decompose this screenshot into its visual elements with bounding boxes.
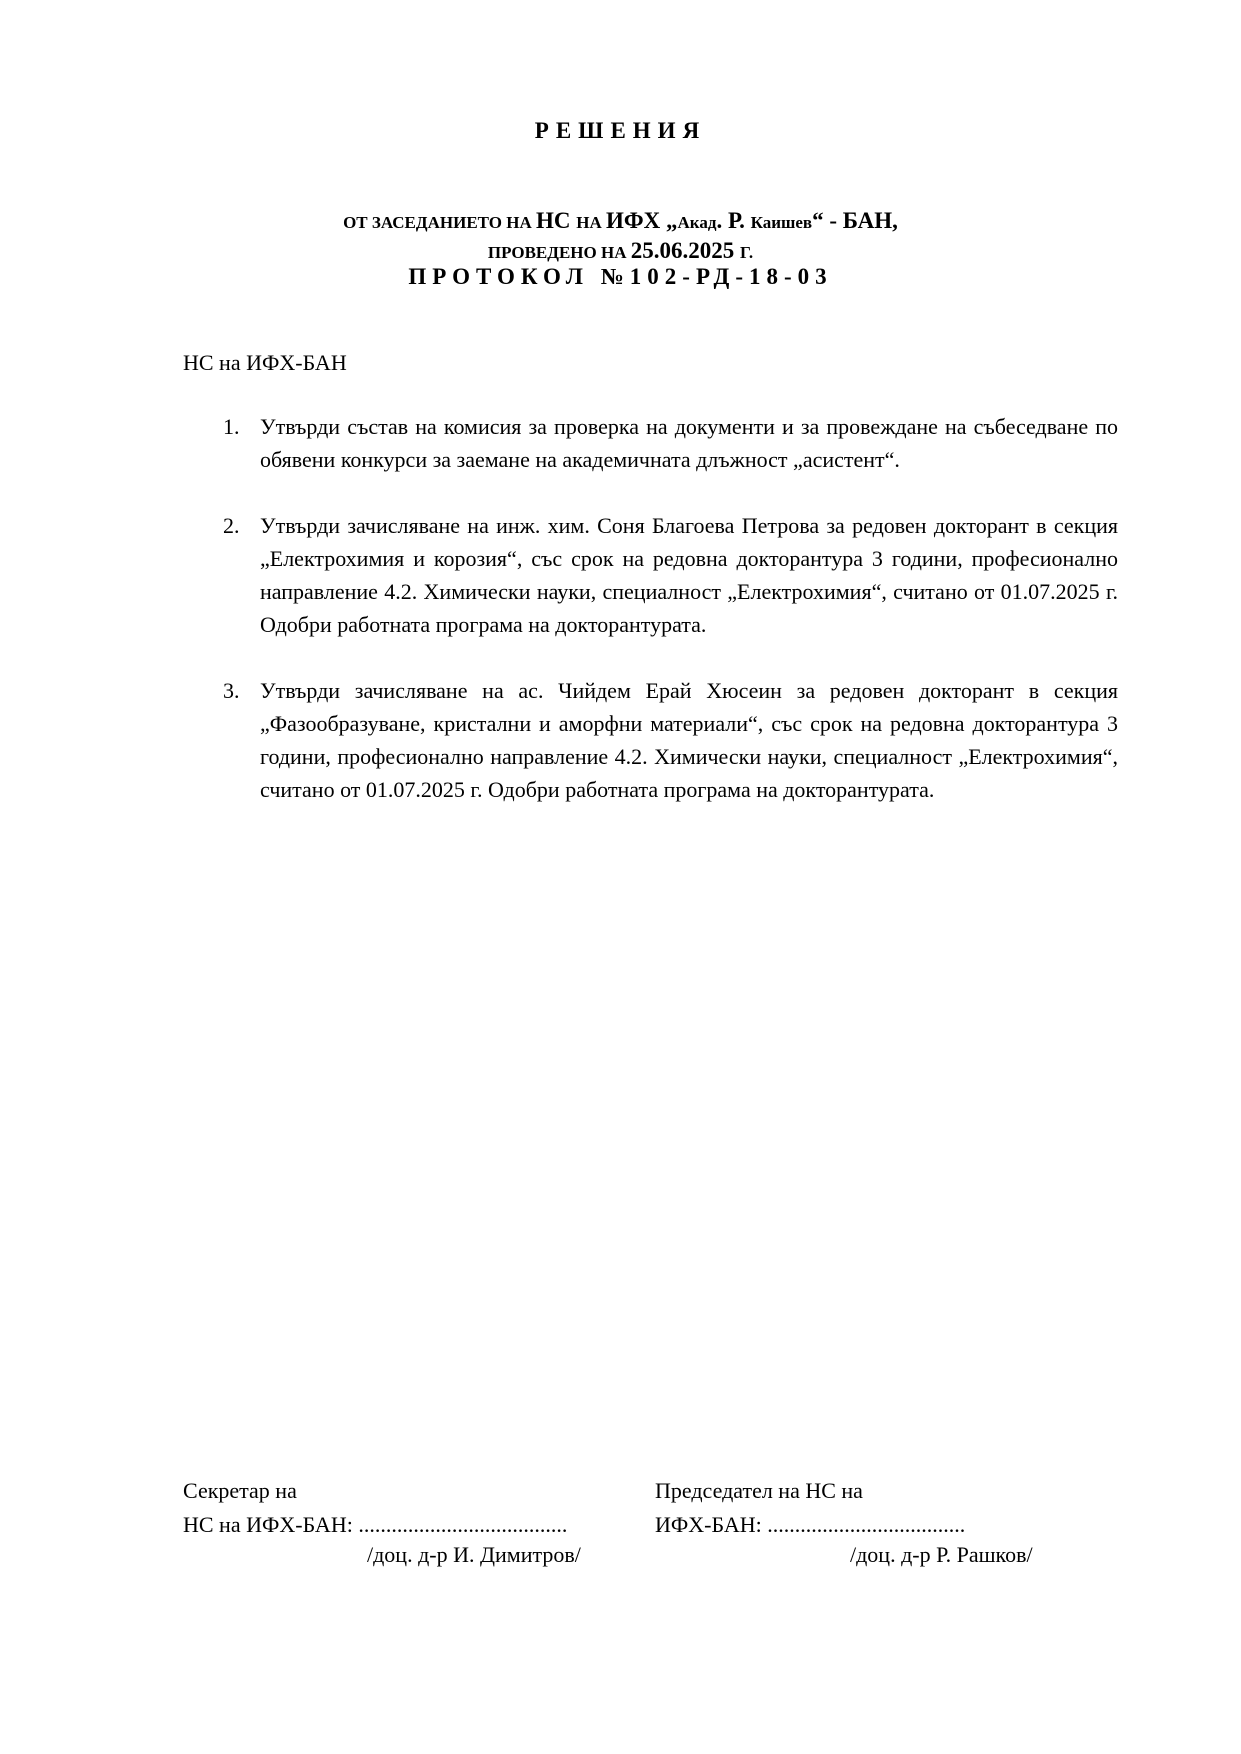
decisions-list bbox=[213, 410, 1118, 839]
decision-number: 1. bbox=[223, 414, 240, 439]
protocol-number: ПРОТОКОЛ №102-РД-18-03 bbox=[408, 264, 833, 289]
secretary-signature-line: НС на ИФХ-БАН: ...................................... bbox=[183, 1512, 568, 1537]
decision-number: 2. bbox=[223, 513, 240, 538]
header-part: . Р. bbox=[716, 208, 751, 233]
header-part: ПРОВЕДЕНО НА bbox=[487, 243, 631, 262]
document-title: РЕШЕНИЯ bbox=[534, 118, 707, 143]
chairman-name: /доц. д-р Р. Рашков/ bbox=[850, 1542, 1033, 1567]
secretary-name: /доц. д-р И. Димитров/ bbox=[367, 1542, 581, 1567]
chairman-signature-block bbox=[655, 1474, 1125, 1542]
header-part: Г. bbox=[739, 243, 754, 262]
intro-text: НС на ИФХ-БАН bbox=[183, 350, 347, 375]
chairman-signature-line: ИФХ-БАН: .................................... bbox=[655, 1512, 966, 1537]
header-meeting-line bbox=[0, 207, 1241, 237]
secretary-signature-block bbox=[183, 1474, 653, 1542]
header-part: 25.06.2025 bbox=[630, 238, 740, 263]
decision-text: Утвърди зачисляване на инж. хим. Соня Благоева Петрова за редовен докторант в секция „Електрохимия и корозия“, със срок на редовна докторантура 3 години, професионално направление 4.2. Химически науки, специалност „Електрохимия“, считано от 01.07.2025 г. Одобри работната програма на докторантурата. bbox=[260, 513, 1118, 637]
header-part: Акад bbox=[677, 213, 717, 232]
header-part: ИФХ „ bbox=[606, 208, 678, 233]
chairman-title: Председател на НС на bbox=[655, 1478, 863, 1503]
decision-number: 3. bbox=[223, 678, 240, 703]
decision-item bbox=[213, 509, 1118, 641]
header-part: НА bbox=[576, 213, 606, 232]
header-part: “ - БАН, bbox=[812, 208, 898, 233]
secretary-title: Секретар на bbox=[183, 1478, 297, 1503]
header-part: НС bbox=[536, 208, 577, 233]
decision-text: Утвърди зачисляване на ас. Чийдем Ерай Хюсеин за редовен докторант в секция „Фазообразуване, кристални и аморфни материали“, със срок на редовна докторантура 3 години, професионално направление 4.2. Химически науки, специалност „Електрохимия“, считано от 01.07.2025 г. Одобри работната програма на докторантурата. bbox=[260, 678, 1118, 802]
decision-text: Утвърди състав на комисия за проверка на документи и за провеждане на събеседване по обявени конкурси за заемане на академичната длъжност „асистент“. bbox=[260, 414, 1118, 472]
decision-item bbox=[213, 410, 1118, 476]
header-part: ОТ ЗАСЕДАНИЕТО НА bbox=[343, 213, 536, 232]
header-part: Каишев bbox=[750, 213, 813, 232]
decision-item bbox=[213, 674, 1118, 806]
